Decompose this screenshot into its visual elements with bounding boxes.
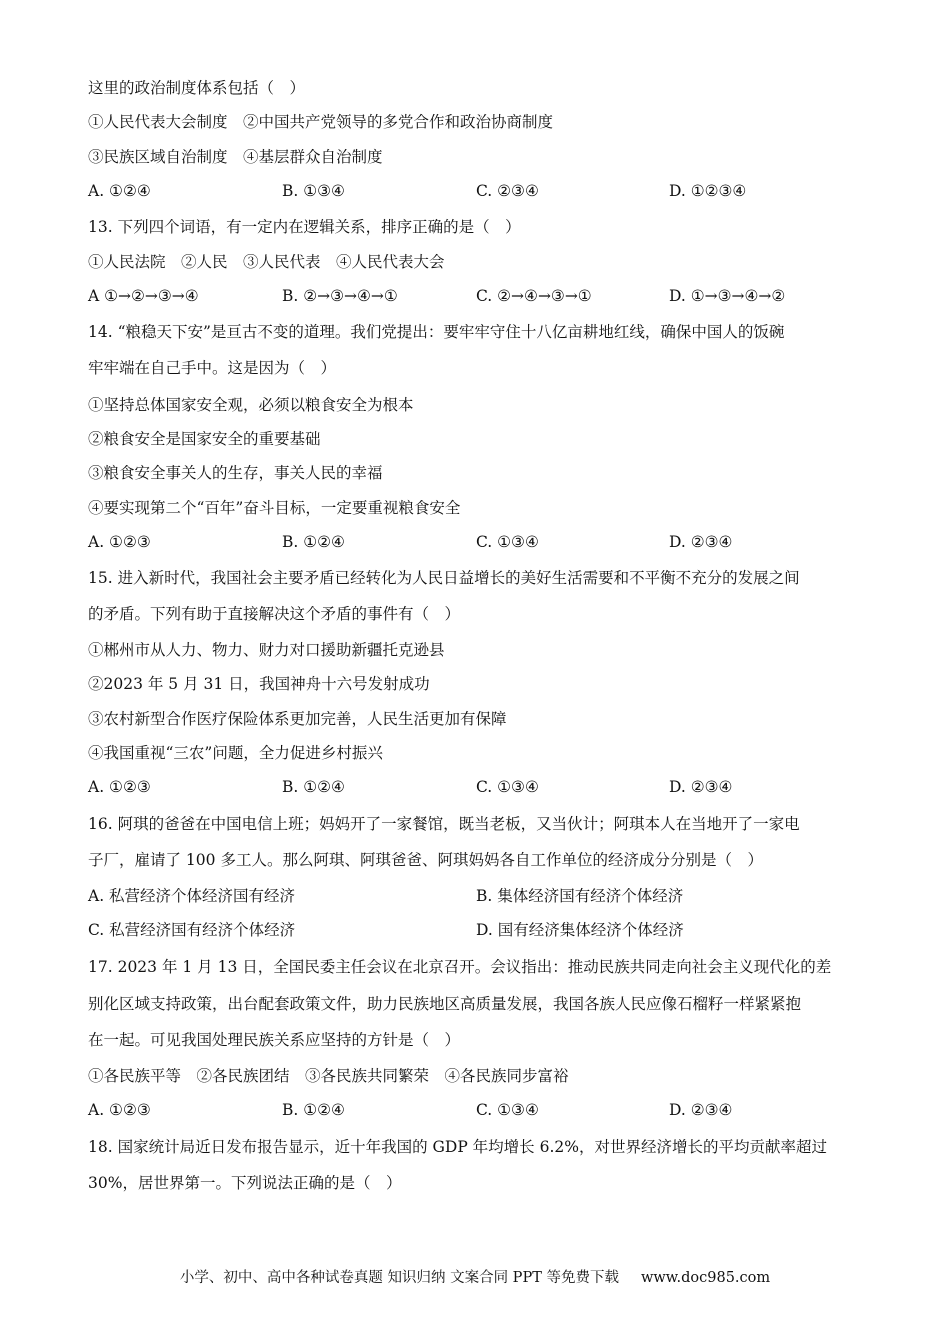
q15-statement-3: ③农村新型合作医疗保险体系更加完善，人民生活更加有保障 [88, 710, 507, 728]
q16-stem-1: 16. 阿琪的爸爸在中国电信上班；妈妈开了一家餐馆，既当老板，又当伙计；阿琪本人在当地开了一家电 [88, 815, 800, 833]
q12-option-b: B. ①③④ [282, 182, 345, 200]
q14-option-c: C. ①③④ [476, 533, 539, 551]
q14-statement-1: ①坚持总体国家安全观，必须以粮食安全为根本 [88, 396, 414, 414]
q13-statements: ①人民法院 ②人民 ③人民代表 ④人民代表大会 [88, 253, 445, 271]
q17-stem-3: 在一起。可见我国处理民族关系应坚持的方针是（ ） [88, 1031, 461, 1049]
q15-option-a: A. ①②③ [88, 778, 151, 796]
q18-stem-2: 30%，居世界第一。下列说法正确的是（ ） [88, 1174, 402, 1192]
q17-option-c: C. ①③④ [476, 1101, 539, 1119]
footer-text: 小学、初中、高中各种试卷真题 知识归纳 文案合同 PPT 等免费下载 [179, 1270, 619, 1286]
q15-statement-4: ④我国重视“三农”问题，全力促进乡村振兴 [88, 744, 383, 762]
q13-option-c: C. ②→④→③→① [476, 287, 592, 305]
q12-option-d: D. ①②③④ [669, 182, 747, 200]
q12-stem: 这里的政治制度体系包括（ ） [88, 79, 306, 97]
q13-option-d: D. ①→③→④→② [669, 287, 786, 305]
q13-option-a: A ①→②→③→④ [88, 287, 199, 305]
q14-stem-1: 14. “粮稳天下安”是亘古不变的道理。我们党提出：要牢牢守住十八亿亩耕地红线，确保中国人的饭碗 [88, 323, 785, 341]
q12-option-a: A. ①②④ [88, 182, 151, 200]
q17-stem-2: 别化区域支持政策，出台配套政策文件，助力民族地区高质量发展，我国各族人民应像石榴籽一样紧紧抱 [88, 995, 802, 1013]
q15-statement-2: ②2023 年 5 月 31 日，我国神舟十六号发射成功 [88, 675, 430, 693]
q15-stem-1: 15. 进入新时代，我国社会主要矛盾已经转化为人民日益增长的美好生活需要和不平衡不充分的发展之间 [88, 569, 800, 587]
q16-option-a: A. 私营经济个体经济国有经济 [88, 887, 296, 905]
q17-statements: ①各民族平等 ②各民族团结 ③各民族共同繁荣 ④各民族同步富裕 [88, 1067, 569, 1085]
q16-stem-2: 子厂，雇请了 100 多工人。那么阿琪、阿琪爸爸、阿琪妈妈各自工作单位的经济成分分别是（ ） [88, 851, 763, 869]
q14-statement-2: ②粮食安全是国家安全的重要基础 [88, 430, 321, 448]
q16-option-c: C. 私营经济国有经济个体经济 [88, 921, 296, 939]
q14-statement-4: ④要实现第二个“百年”奋斗目标，一定要重视粮食安全 [88, 499, 461, 517]
q17-stem-1: 17. 2023 年 1 月 13 日，全国民委主任会议在北京召开。会议指出：推动民族共同走向社会主义现代化的差 [88, 958, 832, 976]
q15-statement-1: ①郴州市从人力、物力、财力对口援助新疆托克逊县 [88, 641, 445, 659]
q15-stem-2: 的矛盾。下列有助于直接解决这个矛盾的事件有（ ） [88, 605, 461, 623]
q13-option-b: B. ②→③→④→① [282, 287, 398, 305]
q13-stem: 13. 下列四个词语，有一定内在逻辑关系，排序正确的是（ ） [88, 218, 521, 236]
q14-stem-2: 牢牢端在自己手中。这是因为（ ） [88, 359, 337, 377]
page-footer [0, 1268, 950, 1288]
q12-statements-1: ①人民代表大会制度 ②中国共产党领导的多党合作和政治协商制度 [88, 113, 554, 131]
q15-option-c: C. ①③④ [476, 778, 539, 796]
q18-stem-1: 18. 国家统计局近日发布报告显示，近十年我国的 GDP 年均增长 6.2%，对世界经济增长的平均贡献率超过 [88, 1138, 827, 1156]
q12-statements-2: ③民族区域自治制度 ④基层群众自治制度 [88, 148, 383, 166]
q15-option-b: B. ①②④ [282, 778, 345, 796]
q17-option-a: A. ①②③ [88, 1101, 151, 1119]
q14-option-d: D. ②③④ [669, 533, 733, 551]
q14-option-a: A. ①②③ [88, 533, 151, 551]
q15-option-d: D. ②③④ [669, 778, 733, 796]
q14-statement-3: ③粮食安全事关人的生存，事关人民的幸福 [88, 464, 383, 482]
q16-option-b: B. 集体经济国有经济个体经济 [476, 887, 684, 905]
q12-option-c: C. ②③④ [476, 182, 539, 200]
q17-option-b: B. ①②④ [282, 1101, 345, 1119]
q16-option-d: D. 国有经济集体经济个体经济 [476, 921, 684, 939]
footer-url-link[interactable]: www.doc985.com [640, 1270, 771, 1286]
q17-option-d: D. ②③④ [669, 1101, 733, 1119]
q14-option-b: B. ①②④ [282, 533, 345, 551]
